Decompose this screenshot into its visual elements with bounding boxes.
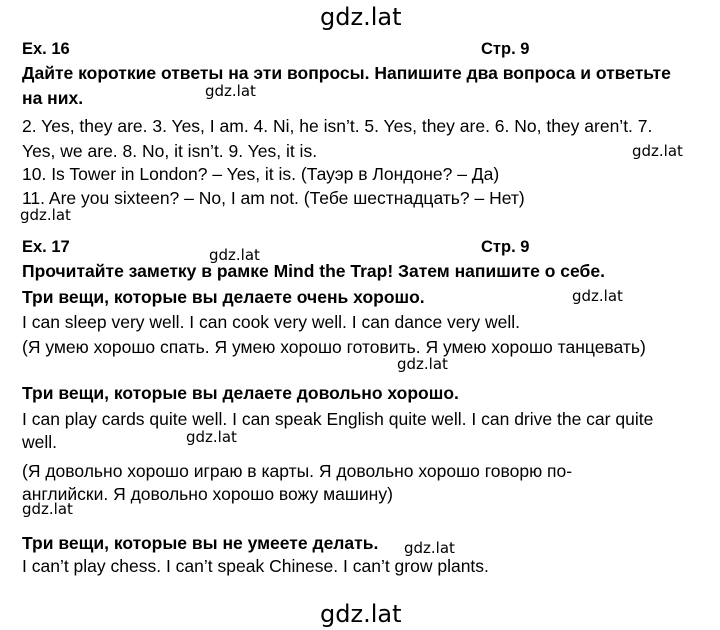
- answer-text: Yes, we are. 8. No, it isn’t. 9. Yes, it is.: [22, 141, 318, 161]
- answer-text: 11. Are you sixteen? – No, I am not. (Тебе шестнадцать? – Нет): [22, 188, 525, 208]
- watermark: gdz.lat: [22, 500, 73, 518]
- translation-text: (Я довольно хорошо играю в карты. Я довольно хорошо говорю по-: [22, 461, 573, 481]
- watermark: gdz.lat: [632, 142, 683, 160]
- watermark: gdz.lat: [397, 355, 448, 373]
- section-title: Три вещи, которые вы не умеете делать.: [22, 533, 379, 553]
- watermark: gdz.lat: [20, 206, 71, 224]
- answer-text: well.: [22, 432, 58, 452]
- watermark: gdz.lat: [209, 246, 260, 264]
- watermark-top: gdz.lat: [320, 3, 402, 31]
- page-number: Стр. 9: [481, 40, 530, 58]
- exercise-label: Ex. 16: [22, 40, 70, 58]
- task-text: Прочитайте заметку в рамке Mind the Trap! Затем напишите о себе.: [22, 261, 605, 281]
- watermark: gdz.lat: [205, 82, 256, 100]
- task-text: Дайте короткие ответы на эти вопросы. Напишите два вопроса и ответьте: [22, 63, 671, 83]
- watermark-bottom: gdz.lat: [320, 600, 402, 628]
- task-text: на них.: [22, 88, 84, 108]
- watermark: gdz.lat: [572, 287, 623, 305]
- translation-text: английски. Я довольно хорошо вожу машину): [22, 484, 393, 504]
- answer-text: 10. Is Tower in London? – Yes, it is. (Тауэр в Лондоне? – Да): [22, 164, 500, 184]
- watermark: gdz.lat: [186, 428, 237, 446]
- watermark: gdz.lat: [404, 539, 455, 557]
- exercise-label: Ex. 17: [22, 238, 70, 256]
- page-number: Стр. 9: [481, 238, 530, 256]
- answer-text: I can sleep very well. I can cook very well. I can dance very well.: [22, 312, 520, 332]
- section-title: Три вещи, которые вы делаете довольно хорошо.: [22, 383, 459, 403]
- answer-text: I can’t play chess. I can’t speak Chinese. I can’t grow plants.: [22, 556, 489, 576]
- translation-text: (Я умею хорошо спать. Я умею хорошо готовить. Я умею хорошо танцевать): [22, 337, 646, 357]
- answer-text: I can play cards quite well. I can speak English quite well. I can drive the car quite: [22, 409, 654, 429]
- section-title: Три вещи, которые вы делаете очень хорошо.: [22, 287, 425, 307]
- answer-text: 2. Yes, they are. 3. Yes, I am. 4. Ni, he isn’t. 5. Yes, they are. 6. No, they aren’t. 7.: [22, 116, 653, 136]
